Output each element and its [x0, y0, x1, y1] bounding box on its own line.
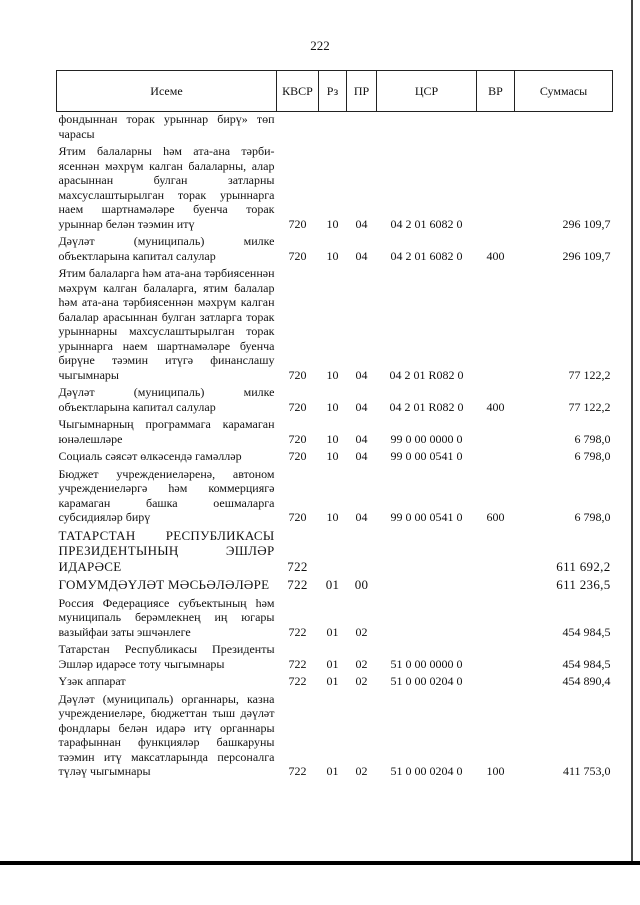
cell-csr: 51 0 00 0000 0 [390, 656, 463, 671]
cell-csr: 51 0 00 0204 0 [390, 764, 463, 778]
cell-rz: 10 [326, 431, 339, 446]
cell-sum: 454 984,5 [562, 656, 611, 671]
header-sum: Суммасы [515, 71, 613, 112]
cell-kvsr [277, 112, 319, 142]
cell-kvsr: 722 [288, 656, 307, 671]
cell-name: ГОМУМДӘҮЛӘТ МӘСЬӘЛӘЛӘРЕ [58, 577, 270, 592]
table-row [57, 263, 613, 382]
cell-sum: 6 798,0 [574, 431, 611, 446]
cell-vr: 600 [486, 510, 505, 524]
cell-name: Социаль сәясәт өлкәсендә гамәлләр [58, 449, 242, 463]
table-row [57, 112, 613, 142]
cell-pr: 04 [355, 449, 368, 463]
header-rz: Рз [319, 71, 347, 112]
cell-sum: 6 798,0 [574, 449, 611, 463]
cell-kvsr: 722 [288, 674, 307, 688]
cell-pr: 02 [355, 656, 368, 671]
cell-csr: 99 0 00 0541 0 [390, 449, 463, 463]
cell-name: ТАТАРСТАН РЕСПУБЛИКАСЫ ПРЕЗИДЕНТЫНЫҢ ЭШЛӘР ИДАРӘСЕ [58, 527, 275, 574]
cell-vr [477, 593, 515, 640]
table-row [57, 231, 613, 263]
cell-vr [477, 446, 515, 464]
cell-rz [319, 525, 347, 575]
cell-vr [477, 639, 515, 671]
cell-sum: 296 109,7 [562, 216, 611, 231]
cell-pr [347, 525, 377, 575]
cell-name: Чыгымнарның программага карамаган юнәлешләре [58, 417, 275, 446]
cell-name: Үзәк аппарат [58, 674, 126, 688]
cell-pr: 00 [354, 577, 369, 592]
cell-name: Дәүләт (муниципаль) милке объектларына капитал салулар [58, 234, 275, 263]
cell-vr: 400 [486, 248, 505, 263]
cell-csr: 51 0 00 0204 0 [390, 674, 463, 688]
cell-pr: 02 [355, 624, 368, 639]
cell-pr [347, 112, 377, 142]
cell-kvsr: 722 [288, 764, 307, 778]
cell-kvsr: 722 [287, 577, 308, 592]
page-number: 222 [310, 38, 330, 53]
cell-rz: 10 [326, 449, 339, 463]
cell-kvsr: 720 [288, 510, 307, 524]
cell-vr: 100 [486, 764, 505, 778]
cell-pr: 02 [355, 674, 368, 688]
cell-sum: 611 692,2 [556, 558, 611, 574]
cell-rz: 10 [326, 399, 339, 414]
cell-kvsr: 722 [287, 558, 308, 574]
cell-csr [377, 593, 477, 640]
cell-sum: 611 236,5 [556, 577, 611, 592]
cell-kvsr: 720 [288, 367, 307, 382]
cell-csr [377, 574, 477, 593]
cell-vr [477, 112, 515, 142]
cell-rz [319, 112, 347, 142]
scan-bottom-line [0, 861, 640, 865]
cell-pr: 04 [355, 216, 368, 231]
header-vr: ВР [477, 71, 515, 112]
cell-csr: 04 2 01 R082 0 [389, 367, 464, 382]
cell-pr: 04 [355, 367, 368, 382]
cell-vr [477, 671, 515, 689]
cell-kvsr: 720 [288, 449, 307, 463]
cell-csr: 04 2 01 6082 0 [390, 248, 463, 263]
cell-sum: 411 753,0 [562, 764, 611, 778]
table-row [57, 414, 613, 446]
header-csr: ЦСР [377, 71, 477, 112]
header-name: Исеме [57, 71, 277, 112]
cell-csr: 99 0 00 0541 0 [390, 510, 463, 524]
cell-csr: 99 0 00 0000 0 [390, 431, 463, 446]
cell-rz: 01 [326, 624, 339, 639]
header-pr: ПР [347, 71, 377, 112]
cell-pr: 04 [355, 399, 368, 414]
cell-rz: 10 [326, 367, 339, 382]
cell-kvsr: 720 [288, 216, 307, 231]
table-row [57, 446, 613, 464]
table-row [57, 671, 613, 689]
budget-table [56, 70, 613, 779]
cell-csr: 04 2 01 6082 0 [390, 216, 463, 231]
cell-pr: 04 [355, 431, 368, 446]
cell-kvsr: 722 [288, 624, 307, 639]
cell-rz: 10 [326, 510, 339, 524]
cell-pr: 02 [355, 764, 368, 778]
cell-name: Дәүләт (муниципаль) органнары, казна учреждениеләре, бюджеттан тыш дәүләт фондлары белән идарә итү органнары тарафыннан функцияләр башкаруны тәэмин итү максатларында персоналга түләү чыгымнары [58, 691, 275, 778]
cell-vr [477, 414, 515, 446]
cell-sum: 6 798,0 [574, 510, 611, 524]
table-row [57, 382, 613, 414]
cell-sum: 77 122,2 [568, 367, 611, 382]
cell-kvsr: 720 [288, 399, 307, 414]
table-row [57, 593, 613, 640]
cell-name: Ятим балаларны һәм ата-ана тәрби- ясеннән мәхрүм калган балаларны, алар арасыннан булган затларны махсуслаштырылган торак урыннарга наем шартнамәләре буенча торак урыннар белән тәэмин итү [58, 144, 275, 231]
cell-sum: 77 122,2 [568, 399, 611, 414]
table-header-row [57, 71, 613, 112]
cell-csr [377, 112, 477, 142]
table-row [57, 464, 613, 525]
table-row [57, 141, 613, 231]
cell-sum: 296 109,7 [562, 248, 611, 263]
cell-sum: 454 890,4 [562, 674, 611, 688]
cell-kvsr: 720 [288, 248, 307, 263]
cell-name: Дәүләт (муниципаль) милке объектларына капитал салулар [58, 385, 275, 414]
cell-name: Бюджет учреждениеләренә, автоном учреждениеләргә һәм коммерциягә карамаган башка оешмаларга субсидияләр бирү [58, 466, 275, 524]
cell-rz: 01 [326, 656, 339, 671]
cell-rz: 01 [325, 577, 340, 592]
cell-csr [377, 525, 477, 575]
cell-vr: 400 [486, 399, 505, 414]
cell-name: Россия Федерациясе субъектының һәм муниципаль берәмлекнең иң югары вазыйфаи заты эшчәнлеге [58, 595, 275, 639]
cell-vr [477, 263, 515, 382]
cell-rz: 01 [326, 674, 339, 688]
scan-edge-line [631, 0, 633, 865]
cell-name: Ятим балаларга һәм ата-ана тәрбиясеннән мәхрүм калган балаларга, ятим балалар һәм ата-ана тәрбиясеннән мәхрүм калган балалар арасыннан булган затларга торак урыннарны махсуслаштырылган торак урыннарга наем шартнамәләре буенча бирүне тәэмин итүгә финанслашу чыгымнары [58, 266, 275, 382]
cell-kvsr: 720 [288, 431, 307, 446]
cell-name: фондыннан торак урыннар бирү» төп чарасы [58, 112, 275, 141]
cell-csr: 04 2 01 R082 0 [389, 399, 464, 414]
table-row [57, 639, 613, 671]
cell-vr [477, 574, 515, 593]
table-row [57, 689, 613, 779]
cell-vr [477, 525, 515, 575]
cell-vr [477, 141, 515, 231]
cell-name: Татарстан Республикасы Президенты Эшләр идарәсе тоту чыгымнары [58, 642, 275, 671]
cell-rz: 10 [326, 248, 339, 263]
cell-rz: 10 [326, 216, 339, 231]
header-kvsr: КВСР [277, 71, 319, 112]
cell-pr: 04 [355, 510, 368, 524]
table-row [57, 574, 613, 593]
cell-pr: 04 [355, 248, 368, 263]
cell-sum [515, 112, 613, 142]
cell-sum: 454 984,5 [562, 624, 611, 639]
cell-rz: 01 [326, 764, 339, 778]
table-row [57, 525, 613, 575]
